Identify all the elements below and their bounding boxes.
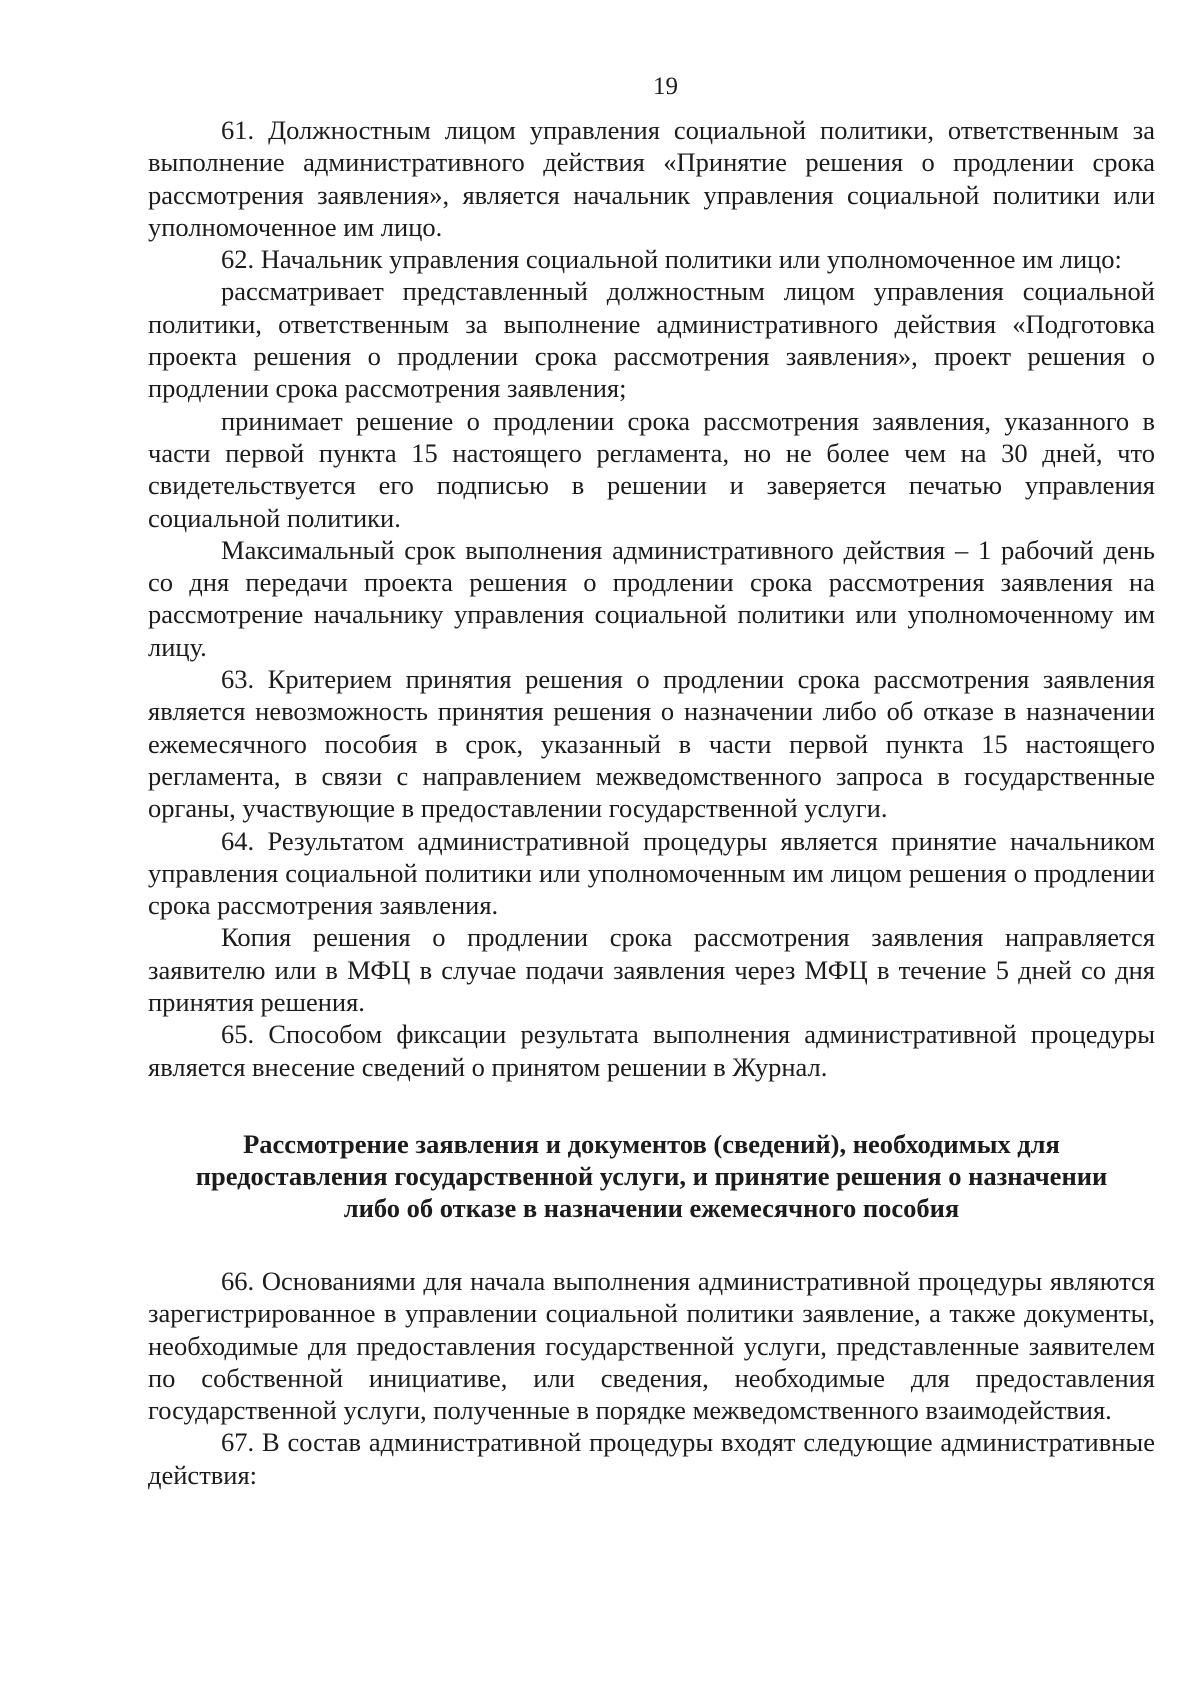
paragraph-62: 62. Начальник управления социальной политики или уполномоченное им лицо:: [221, 244, 1122, 275]
paragraph-62-item-decision: принимает решение о продлении срока рассмотрения заявления, указанного в части первой пункта 15 настоящего регламента, но не более чем на 30 дней, что свидетельствуется его подписью в решении и заверяется печатью управления социальной политики.: [148, 405, 1155, 533]
paragraph-62-item-review: рассматривает представленный должностным лицом управления социальной политики, ответственным за выполнение административного действия «Подготовка проекта решения о продлении срока рассмотрения заявления», проект решения о продлении срока рассмотрения заявления;: [148, 276, 1155, 404]
page-number: 19: [653, 73, 678, 100]
paragraph-max-term: Максимальный срок выполнения административного действия – 1 рабочий день со дня передачи проекта решения о продлении срока рассмотрения заявления на рассмотрение начальнику управления социальной политики или уполномоченному им лицу.: [148, 534, 1155, 662]
paragraph-64: 64. Результатом административной процедуры является принятие начальником управления социальной политики или уполномоченным им лицом решения о продлении срока рассмотрения заявления.: [148, 825, 1155, 921]
section-heading: Рассмотрение заявления и документов (сведений), необходимых для предоставления государственной услуги, и принятие решения о назначении либо об отказе в назначении ежемесячного пособия: [195, 1128, 1108, 1223]
paragraph-64-copy: Копия решения о продлении срока рассмотрения заявления направляется заявителю или в МФЦ в случае подачи заявления через МФЦ в течение 5 дней со дня принятия решения.: [148, 922, 1155, 1018]
paragraph-63: 63. Критерием принятия решения о продлении срока рассмотрения заявления является невозможность принятия решения о назначении либо об отказе в назначении ежемесячного пособия в срок, указанный в части первой пункта 15 настоящего регламента, в связи с направлением межведомственного запроса в государственные органы, участвующие в предоставлении государственной услуги.: [148, 664, 1155, 824]
paragraph-66: 66. Основаниями для начала выполнения административной процедуры являются зарегистрированное в управлении социальной политики заявление, а также документы, необходимые для предоставления государственной услуги, представленные заявителем по собственной инициативе, или сведения, необходимые для предоставления государственной услуги, полученные в порядке межведомственного взаимодействия.: [148, 1265, 1155, 1426]
paragraph-65: 65. Способом фиксации результата выполнения административной процедуры является внесение сведений о принятом решении в Журнал.: [148, 1019, 1155, 1082]
document-page: [148, 72, 1155, 1491]
paragraph-67: 67. В состав административной процедуры входят следующие административные действия:: [148, 1427, 1155, 1490]
paragraph-61: 61. Должностным лицом управления социальной политики, ответственным за выполнение административного действия «Принятие решения о продлении срока рассмотрения заявления», является начальник управления социальной политики или уполномоченное им лицо.: [148, 115, 1155, 242]
